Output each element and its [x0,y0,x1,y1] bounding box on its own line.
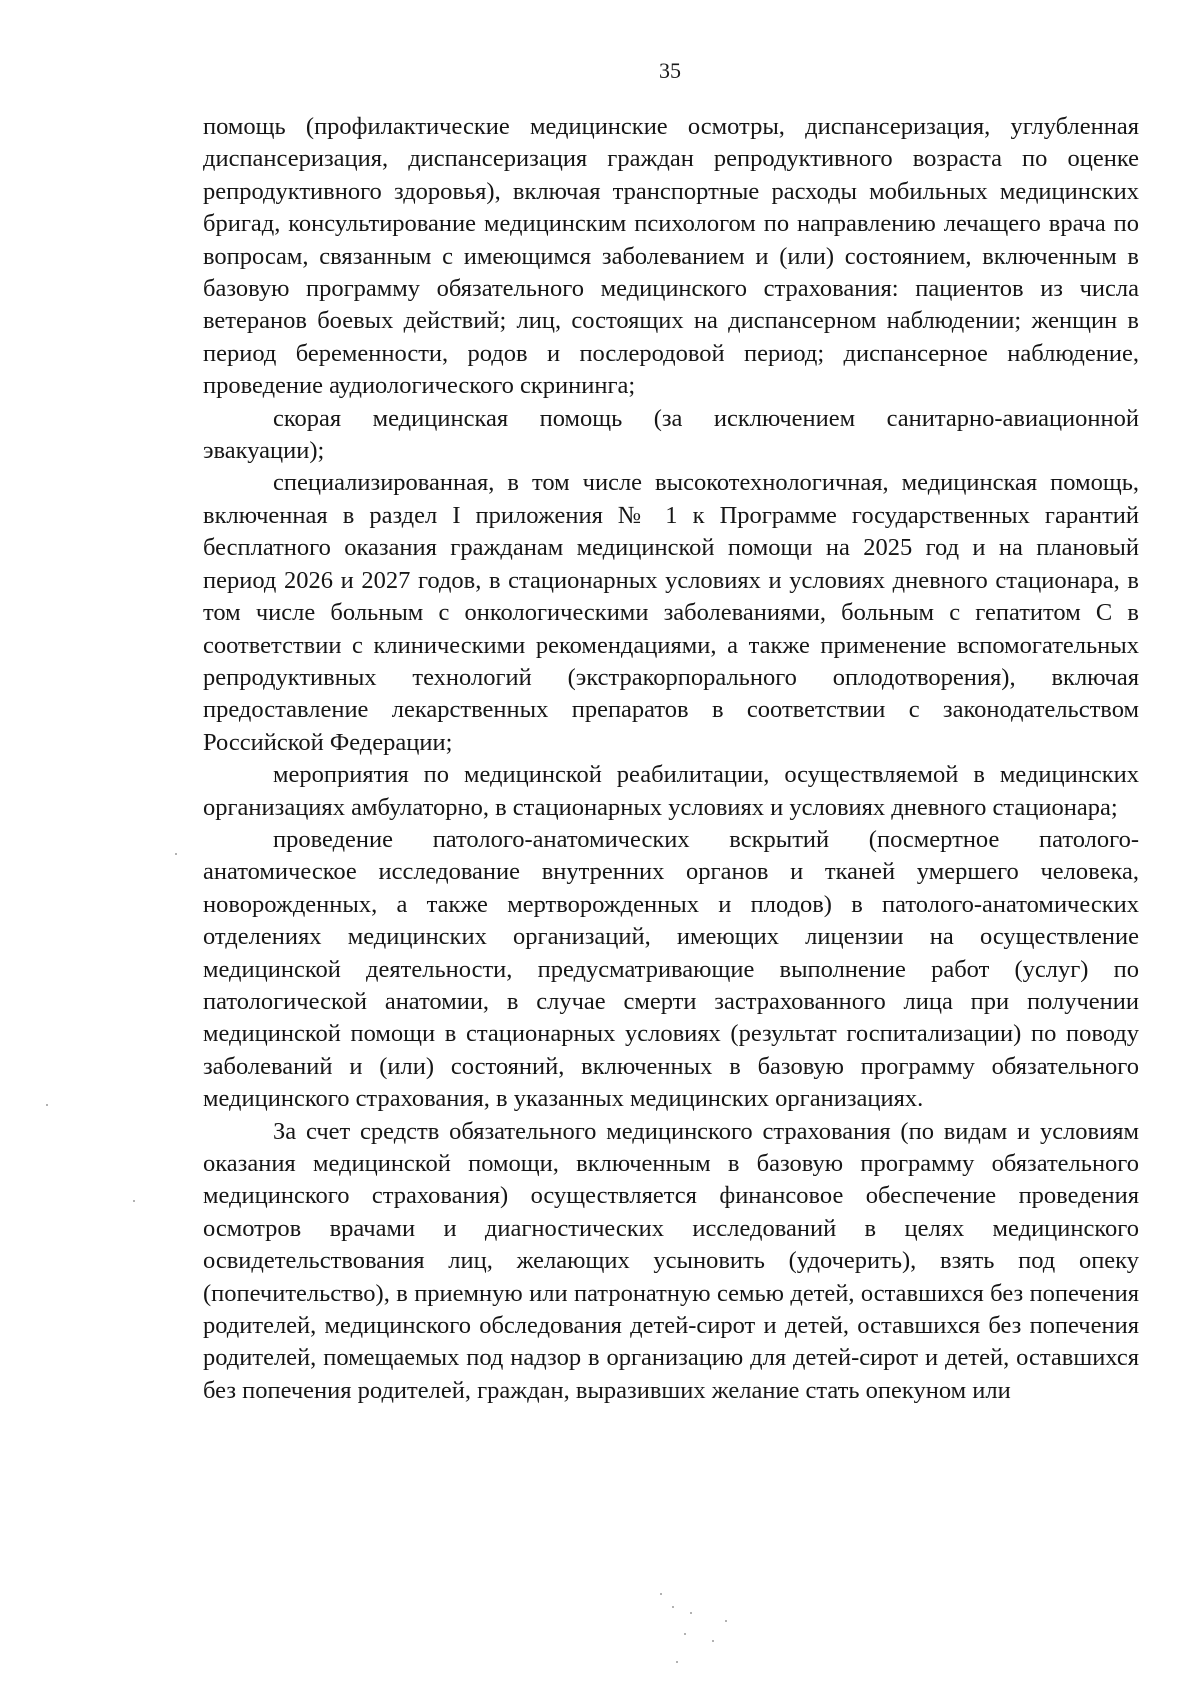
scan-speck [672,1606,674,1608]
paragraph-autopsies: проведение патолого-анатомических вскрытий (посмертное патолого-анатомическое исследование внутренних органов и тканей умершего человека, новорожденных, а также мертворожденных и плодов) в патолого-анатомических отделениях медицинских организаций, имеющих лицензии на осуществление медицинской деятельности, предусматривающие выполнение работ (услуг) по патологической анатомии, в случае смерти застрахованного лица при получении медицинской помощи в стационарных условиях (результат госпитализации) по поводу заболеваний и (или) состояний, включенных в базовую программу обязательного медицинского страхования, в указанных медицинских организациях. [203,825,1139,1113]
scan-speck [712,1640,714,1642]
paragraph-specialized-care: специализированная, в том числе высокотехнологичная, медицинская помощь, включенная в раздел I приложения № 1 к Программе государственных гарантий бесплатного оказания гражданам медицинской помощи на 2025 год и на плановый период 2026 и 2027 годов, в стационарных условиях и условиях дневного стационара, в том числе больным с онкологическими заболеваниями, больным с гепатитом С в соответствии с клиническими рекомендациями, а также применение вспомогательных репродуктивных технологий (экстракорпорального оплодотворения), включая предоставление лекарственных препаратов в соответствии с законодательством Российской Федерации; [203,469,1139,756]
scan-speck [133,1200,135,1202]
scan-speck [46,1104,48,1106]
scan-speck [690,1612,692,1614]
scan-speck [725,1620,727,1622]
paragraph-rehabilitation: мероприятия по медицинской реабилитации, осуществляемой в медицинских организациях амбулаторно, в стационарных условиях и условиях дневного стационара; [203,761,1139,821]
document-body [203,111,1139,1407]
scan-speck [684,1633,686,1635]
paragraph-funding: За счет средств обязательного медицинского страхования (по видам и условиям оказания медицинской помощи, включенным в базовую программу обязательного медицинского страхования) осуществляется финансовое обеспечение проведения осмотров врачами и диагностических исследований в целях медицинского освидетельствования лиц, желающих усыновить (удочерить), взять под опеку (попечительство), в приемную или патронатную семью детей, оставшихся без попечения родителей, медицинского обследования детей-сирот и детей, оставшихся без попечения родителей, помещаемых под надзор в организацию для детей-сирот и детей, оставшихся без попечения родителей, граждан, выразивших желание стать опекуном или [203,1117,1139,1404]
paragraph-continuation: помощь (профилактические медицинские осмотры, диспансеризация, углубленная диспансеризация, диспансеризация граждан репродуктивного возраста по оценке репродуктивного здоровья), включая транспортные расходы мобильных медицинских бригад, консультирование медицинским психологом по направлению лечащего врача по вопросам, связанным с имеющимся заболеванием и (или) состоянием, включенным в базовую программу обязательного медицинского страхования: пациентов из числа ветеранов боевых действий; лиц, состоящих на диспансерном наблюдении; женщин в период беременности, родов и послеродовой период; диспансерное наблюдение, проведение аудиологического скрининга; [203,113,1139,400]
scan-speck [676,1661,678,1663]
paragraph-emergency-care: скорая медицинская помощь (за исключением санитарно-авиационной эвакуации); [203,404,1139,465]
scan-speck [175,853,177,855]
page-number: 35 [659,58,681,83]
scan-speck [660,1593,662,1595]
